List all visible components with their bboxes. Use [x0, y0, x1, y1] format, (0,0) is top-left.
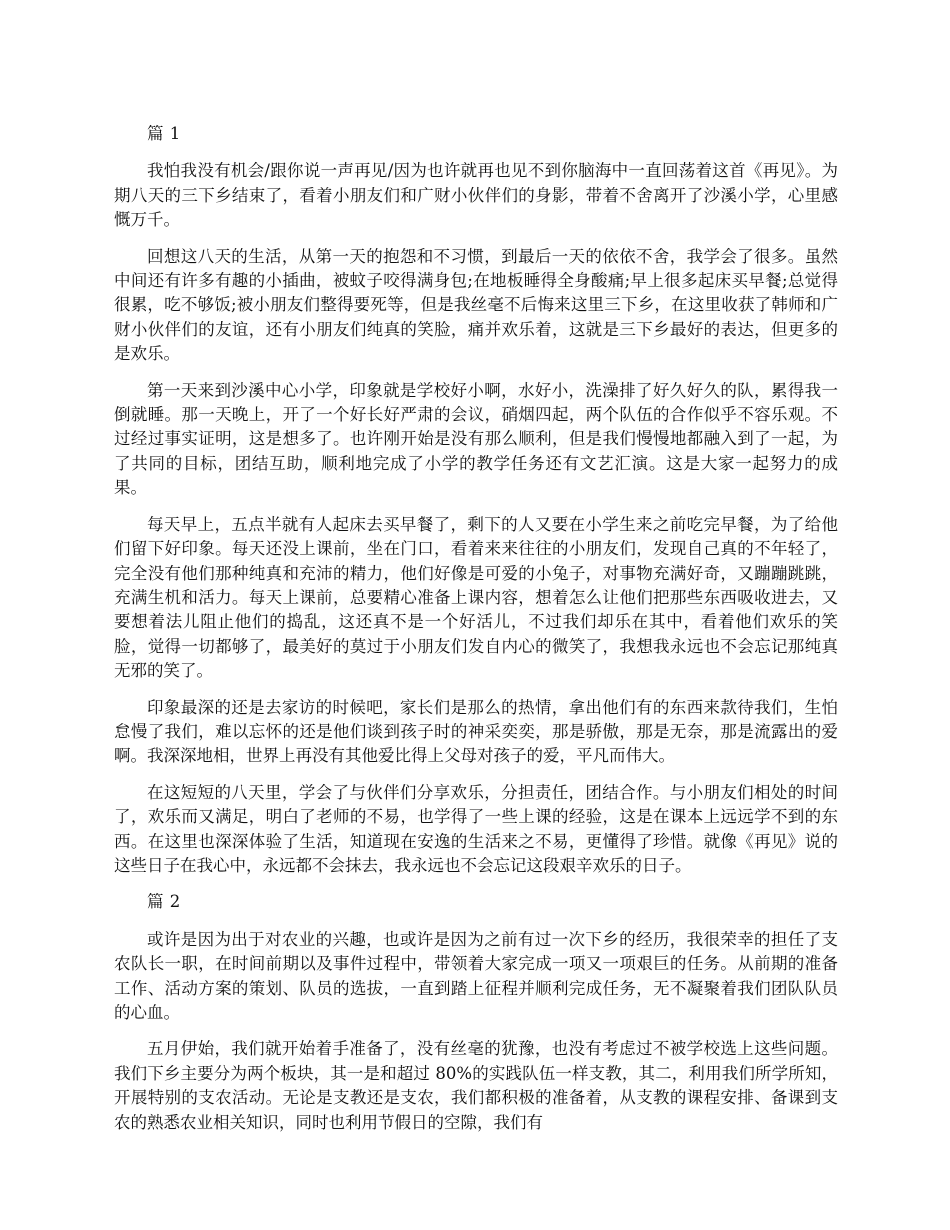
section-heading: 篇 2: [147, 892, 181, 912]
document-body: [114, 122, 838, 1147]
paragraph: 或许是因为出于对农业的兴趣，也或许是因为之前有过一次下乡的经历，我很荣幸的担任了支农队长一职，在时间前期以及事件过程中，带领着大家完成一项又一项艰巨的任务。从前期的准备工作、活动方案的策划、队员的选拔，一直到踏上征程并顺利完成任务，无不凝聚着我们团队队员的心血。: [114, 929, 838, 1022]
paragraph: 在这短短的八天里，学会了与伙伴们分享欢乐，分担责任，团结合作。与小朋友们相处的时间了，欢乐而又满足，明白了老师的不易，也学得了一些上课的经验，这是在课本上远远学不到的东西。在这里也深深体验了生活，知道现在安逸的生活来之不易，更懂得了珍惜。就像《再见》说的这些日子在我心中，永远都不会抹去，我永远也不会忘记这段艰辛欢乐的日子。: [114, 782, 838, 875]
paragraph: 我怕我没有机会/跟你说一声再见/因为也许就再也见不到你脑海中一直回荡着这首《再见》。为期八天的三下乡结束了，看着小朋友们和广财小伙伴们的身影，带着不舍离开了沙溪小学，心里感慨万千。: [114, 161, 838, 230]
section-heading: 篇 1: [147, 124, 181, 143]
paragraph: 回想这八天的生活，从第一天的抱怨和不习惯，到最后一天的依依不舍，我学会了很多。虽然中间还有许多有趣的小插曲，被蚊子咬得满身包;在地板睡得全身酸痛;早上很多起床买早餐;总觉得很累，吃不够饭;被小朋友们整得要死等，但是我丝毫不后悔来这里三下乡，在这里收获了韩师和广财小伙伴们的友谊，还有小朋友们纯真的笑脸，痛并欢乐着，这就是三下乡最好的表达，但更多的是欢乐。: [114, 246, 838, 364]
paragraph: 每天早上，五点半就有人起床去买早餐了，剩下的人又要在小学生来之前吃完早餐，为了给他们留下好印象。每天还没上课前，坐在门口，看着来来往往的小朋友们，发现自己真的不年轻了，完全没有他们那种纯真和充沛的精力，他们好像是可爱的小兔子，对事物充满好奇，又蹦蹦跳跳，充满生机和活力。每天上课前，总要精心准备上课内容，想着怎么让他们把那些东西吸收进去，又要想着法儿阻止他们的捣乱，这还真不是一个好活儿，不过我们却乐在其中，看着他们欢乐的笑脸，觉得一切都够了，最美好的莫过于小朋友们发自内心的微笑了，我想我永远也不会忘记那纯真无邪的笑了。: [114, 514, 838, 681]
paragraph: 第一天来到沙溪中心小学，印象就是学校好小啊，水好小，洗澡排了好久好久的队，累得我一倒就睡。那一天晚上，开了一个好长好严肃的会议，硝烟四起，两个队伍的合作似乎不容乐观。不过经过事实证明，这是想多了。也许刚开始是没有那么顺利，但是我们慢慢地都融入到了一起，为了共同的目标，团结互助，顺利地完成了小学的教学任务还有文艺汇演。这是大家一起努力的成果。: [114, 380, 838, 498]
paragraph: 五月伊始，我们就开始着手准备了，没有丝毫的犹豫，也没有考虑过不被学校选上这些问题。我们下乡主要分为两个板块，其一是和超过 80%的实践队伍一样支教，其二，利用我们所学所知，开展特别的支农活动。无论是支教还是支农，我们都积极的准备着，从支教的课程安排、备课到支农的熟悉农业相关知识，同时也利用节假日的空隙，我们有: [114, 1039, 838, 1132]
paragraph: 印象最深的还是去家访的时候吧，家长们是那么的热情，拿出他们有的东西来款待我们，生怕怠慢了我们，难以忘怀的还是他们谈到孩子时的神采奕奕，那是骄傲，那是无奈，那是流露出的爱啊。我深深地相，世界上再没有其他爱比得上父母对孩子的爱，平凡而伟大。: [114, 697, 838, 766]
